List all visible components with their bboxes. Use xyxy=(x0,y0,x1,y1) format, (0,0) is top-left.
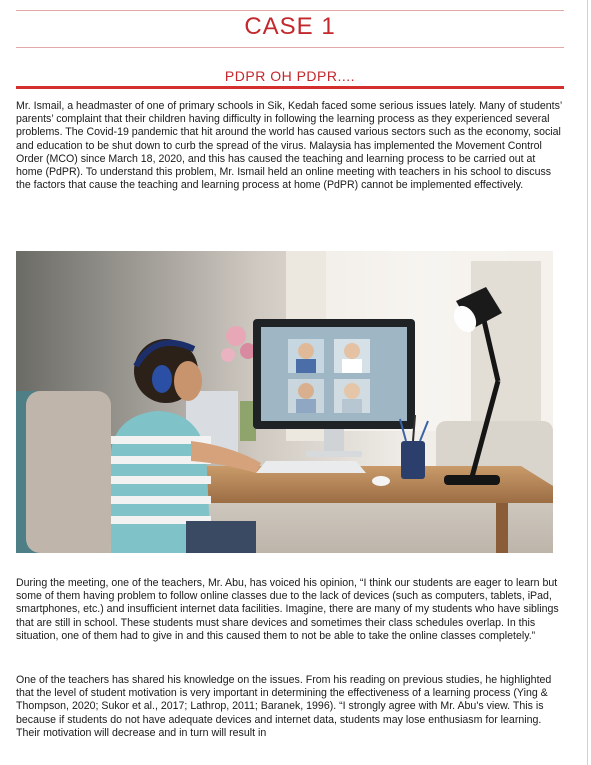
case-title: CASE 1 xyxy=(244,13,336,40)
subtitle-rule xyxy=(16,86,564,89)
case-title-top-rule xyxy=(16,10,564,11)
motivation-paragraph: One of the teachers has shared his knowledge on the issues. From his reading on previous studies, he highlighted that the level of student motivation is very important in determining the effectiveness of a learning process (Ying & Thompson, 2020; Sukor et al., 2017; Lathrop, 2011; Baranek, 1996). “I strongly agree with Mr. Abu's view. This is because if students do not have adequate devices and internet data, students may lose enthusiasm for learning. Their motivation will decrease and in turn will result in xyxy=(16,674,552,739)
page-right-border xyxy=(587,0,588,765)
meeting-paragraph: During the meeting, one of the teachers, Mr. Abu, has voiced his opinion, “I think our students are eager to learn but some of them having problem to follow online classes due to the lack of devices (such as computers, tablets, iPad, smartphones, etc.) and insufficient internet data facilities. Imagine, there are many of my students who have siblings that are still in school. These students must share devices and sometimes their class schedules overlap. In this situation, one of them had to give in and this caused them to not be able to take the online classes completely.” xyxy=(16,577,559,642)
case-subtitle: PDPR OH PDPR.... xyxy=(224,68,356,84)
intro-paragraph: Mr. Ismail, a headmaster of one of primary schools in Sik, Kedah faced some serious issues lately. Many of students’ parents’ complaint that their children having difficulty in following the learning process as they experienced several problems. The Covid-19 pandemic that hit around the world has caused various sectors such as the economy, social and education to be shut down to curb the spread of the virus. Malaysia has implemented the Movement Control Order (MCO) since March 18, 2020, and this has caused the teaching and learning process to be carried out at home (PdPR). To understand this problem, Mr. Ismail held an online meeting with teachers in his school to discuss the factors that cause the teaching and learning process at home (PdPR) cannot be implemented effectively. xyxy=(16,100,562,192)
case-title-bottom-rule xyxy=(16,47,564,48)
student-online-class-photo xyxy=(16,251,553,553)
